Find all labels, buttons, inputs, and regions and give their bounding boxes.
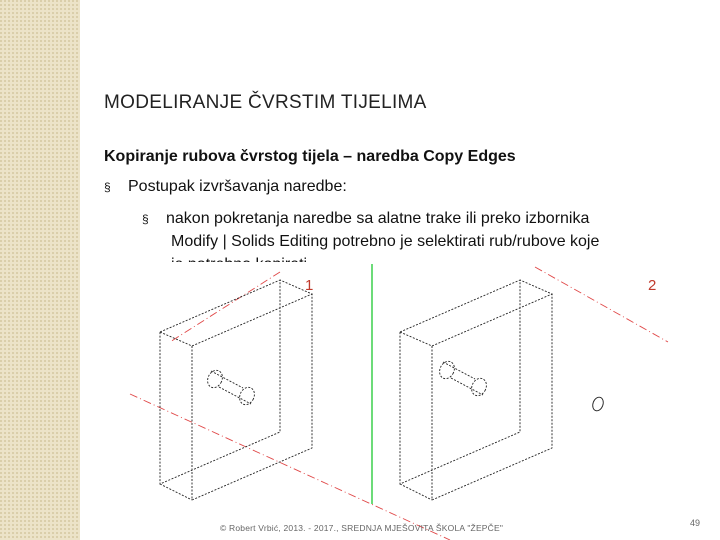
sub-bullet-text-line1: nakon pokretanja naredbe sa alatne trake ili preko izbornika: [166, 210, 590, 227]
drawing-background: [120, 262, 720, 540]
section-heading: Kopiranje rubova čvrstog tijela – naredba Copy Edges: [104, 148, 516, 165]
sub-bullet-text-line2: Modify | Solids Editing potrebno je selektirati rub/rubove koje: [171, 233, 600, 250]
bullet-item: [104, 178, 347, 196]
cad-drawing: [120, 262, 720, 540]
bullet-text: Postupak izvršavanja naredbe:: [128, 178, 347, 195]
decorative-side-strip: [0, 0, 80, 540]
slide-title: MODELIRANJE ČVRSTIM TIJELIMA: [104, 92, 427, 113]
page-number: 49: [690, 518, 701, 528]
bullet-marker: §: [104, 180, 111, 194]
footer-text: © Robert Vrbić, 2013. - 2017., SREDNJA MJEŠOVITA ŠKOLA "ŽEPČE": [220, 523, 504, 533]
figure-label-2: 2: [648, 277, 657, 294]
sub-bullet-marker: §: [142, 212, 149, 226]
figure-label-1: 1: [305, 277, 314, 294]
sub-bullet-item: [142, 210, 589, 228]
